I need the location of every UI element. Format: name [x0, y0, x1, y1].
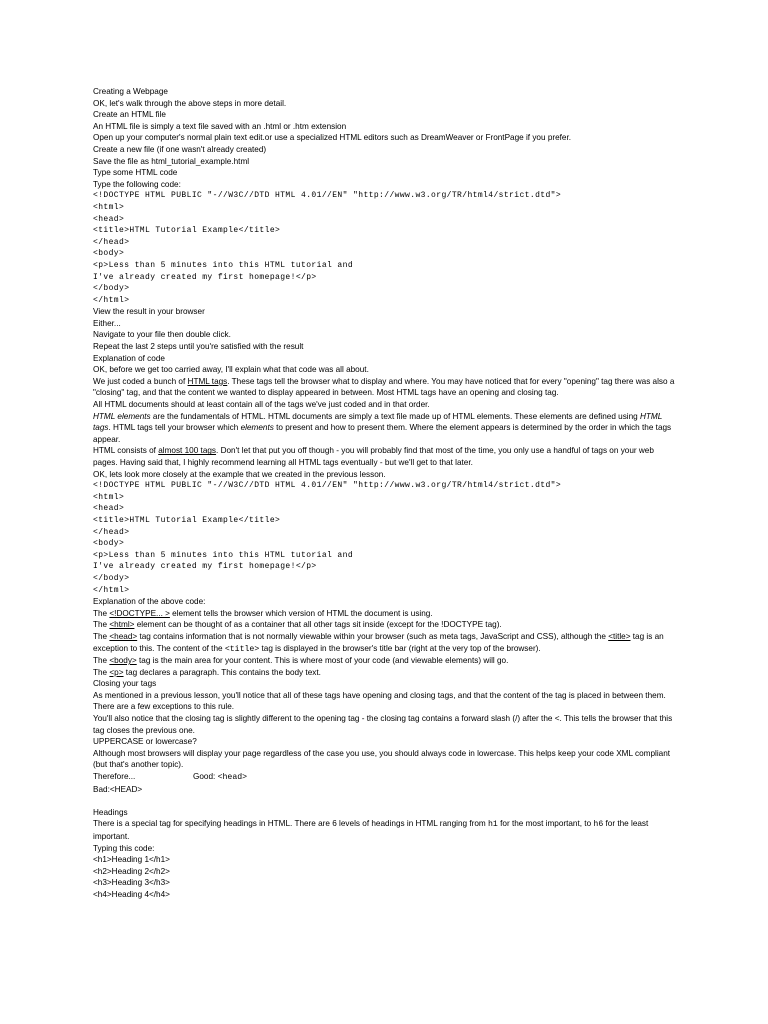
italic-term: elements [240, 423, 274, 433]
code-line: <title>HTML Tutorial Example</title> [93, 226, 281, 236]
p-link[interactable]: <p> [109, 667, 124, 677]
text: We just coded a bunch of [93, 376, 188, 386]
good-code: <head> [217, 773, 248, 783]
text: for the most important, to [497, 819, 594, 829]
paragraph-html-elements [93, 411, 678, 446]
text-line: All HTML documents should at least contain all of the tags we've just coded and in that order. [93, 400, 430, 410]
body-link[interactable]: <body> [109, 656, 137, 666]
text-line: Typing this code: [93, 843, 155, 853]
text: element can be thought of as a container that all other tags sit inside (except for the !DOCTYPE tag). [134, 620, 502, 630]
section-heading: Type some HTML code [93, 168, 178, 178]
text: . Don't let that put you off though - you will probably find that most of the time, you only use a handful of tags on your web pages. Having said that, I highly recommend learning all HTML tags eventually - but we'll get to that later. [93, 446, 654, 467]
doctype-link[interactable]: <!DOCTYPE... > [109, 608, 170, 618]
text-line: OK, before we get too carried away, I'll explain what that code was all about. [93, 365, 369, 375]
text-line: Create a new file (if one wasn't already created) [93, 144, 267, 154]
paragraph-almost-100-tags [93, 445, 678, 468]
title-code: <title> [224, 644, 260, 654]
text: tag declares a paragraph. This contains the body text. [123, 667, 321, 677]
good-label: Good: [193, 772, 218, 782]
code-line: <title>HTML Tutorial Example</title> [93, 515, 281, 525]
code-line: </html> [93, 585, 130, 595]
text: The [93, 667, 110, 677]
text: tag is displayed in the browser's title bar (right at the very top of the browser). [259, 643, 541, 653]
text: There is a special tag for specifying headings in HTML. There are 6 levels of headings in HTML ranging from [93, 819, 489, 829]
paragraph-html-tags [93, 376, 678, 399]
explain-body [93, 655, 678, 667]
text: The [93, 608, 110, 618]
italic-term: HTML elements [93, 411, 151, 421]
text-line: Navigate to your file then double click. [93, 330, 231, 340]
code-block-1 [93, 190, 678, 306]
text-line: Open up your computer's normal plain text edit.or use a specialized HTML editors such as DreamWeaver or FrontPage if you prefer. [93, 133, 572, 143]
code-line: </html> [93, 295, 130, 305]
text-line: Either... [93, 318, 121, 328]
therefore-label: Therefore... [93, 772, 136, 782]
text: tag is an exception to this. The content of the [93, 631, 664, 653]
text: . HTML tags tell your browser which [108, 423, 241, 433]
code-line: <html> [93, 202, 125, 212]
code-line: </body> [93, 284, 130, 294]
section-heading: Explanation of the above code: [93, 597, 206, 607]
heading-code-line: <h2>Heading 2</h2> [93, 866, 170, 876]
paragraph: You'll also notice that the closing tag is slightly different to the opening tag - the closing tag contains a forward slash (/) after the <. This tells the browser that this tag closes the previous one. [93, 714, 673, 735]
italic-term: HTML tags [93, 411, 663, 433]
explain-doctype [93, 608, 678, 620]
code-line: <p>Less than 5 minutes into this HTML tutorial and [93, 260, 354, 270]
code-line: I've already created my first homepage!</p> [93, 272, 317, 282]
code-line: <body> [93, 539, 125, 549]
html-link[interactable]: <html> [109, 620, 135, 630]
heading-code-line: <h1>Heading 1</h1> [93, 855, 170, 865]
section-heading: View the result in your browser [93, 307, 205, 317]
section-heading: Closing your tags [93, 679, 157, 689]
h6-code: h6 [593, 820, 604, 830]
explain-head [93, 631, 678, 655]
almost-100-tags-link[interactable]: almost 100 tags [158, 446, 217, 456]
code-line: <!DOCTYPE HTML PUBLIC "-//W3C//DTD HTML 4.01//EN" "http://www.w3.org/TR/html4/strict.dtd"> [93, 191, 562, 201]
paragraph: Although most browsers will display your page regardless of the case you use, you should always code in lowercase. This helps keep your code XML compliant (but that's another topic). [93, 748, 671, 770]
text: element tells the browser which version of HTML the document is using. [169, 608, 433, 618]
code-line: <head> [93, 214, 125, 224]
explain-html [93, 619, 678, 631]
code-line: </head> [93, 237, 130, 247]
text-line: Save the file as html_tutorial_example.html [93, 156, 250, 166]
spacer [93, 795, 678, 807]
text: tag is the main area for your content. This is where most of your code (and viewable elements) will go. [136, 656, 509, 666]
text: tag contains information that is not normally viewable within your browser (such as meta tags, JavaScript and CSS), although the [137, 631, 609, 641]
code-line: <!DOCTYPE HTML PUBLIC "-//W3C//DTD HTML 4.01//EN" "http://www.w3.org/TR/html4/strict.dtd"> [93, 481, 562, 491]
code-line: </body> [93, 573, 130, 583]
code-line: <body> [93, 249, 125, 259]
text: to present and how to present them. Where the element appears is determined by the order in which the tags appear. [93, 423, 672, 444]
html-tags-link[interactable]: HTML tags [187, 376, 228, 386]
text: The [93, 631, 110, 641]
bad-example: Bad:<HEAD> [93, 784, 143, 794]
text: . These tags tell the browser what to display and where. You may have noticed that for every "opening" tag there was also a "closing" tag, and that the content we wanted to display appeared in between. Most HTML tags have an opening and closing tag. [93, 376, 675, 398]
explain-p [93, 667, 678, 679]
code-line: <head> [93, 504, 125, 514]
h1-code: h1 [488, 820, 498, 830]
section-heading-headings: Headings [93, 807, 128, 817]
text-line: An HTML file is simply a text file saved with an .html or .htm extension [93, 121, 347, 131]
paragraph-headings [93, 818, 678, 842]
document-page [93, 86, 678, 901]
text-line: OK, let's walk through the above steps in more detail. [93, 98, 287, 108]
head-link[interactable]: <head> [109, 631, 138, 641]
paragraph: As mentioned in a previous lesson, you'll notice that all of these tags have opening and closing tags, and that the content of the tag is placed in between them. There are a few exceptions to this rule. [93, 690, 666, 712]
code-line: <p>Less than 5 minutes into this HTML tutorial and [93, 550, 354, 560]
text-line: Type the following code: [93, 179, 181, 189]
code-line: I've already created my first homepage!</p> [93, 562, 317, 572]
code-line: <html> [93, 492, 125, 502]
text: are the fundamentals of HTML. HTML documents are simply a text file made up of HTML elements. These elements are defined using [150, 411, 640, 421]
heading-code-line: <h4>Heading 4</h4> [93, 889, 170, 899]
section-heading-creating-webpage: Creating a Webpage [93, 87, 168, 96]
heading-code-line: <h3>Heading 3</h3> [93, 878, 170, 888]
section-heading: UPPERCASE or lowercase? [93, 737, 197, 747]
section-heading: Explanation of code [93, 353, 165, 363]
text-line: OK, lets look more closely at the example that we created in the previous lesson. [93, 469, 386, 479]
text-line: Repeat the last 2 steps until you're satisfied with the result [93, 342, 304, 352]
text: for the least important. [93, 819, 649, 841]
section-heading: Create an HTML file [93, 110, 166, 120]
text: The [93, 620, 110, 630]
text: HTML consists of [93, 446, 159, 456]
text: The [93, 656, 110, 666]
title-link[interactable]: <title> [608, 631, 631, 641]
code-line: </head> [93, 527, 130, 537]
good-bad-row [93, 771, 678, 784]
code-block-2 [93, 480, 678, 596]
